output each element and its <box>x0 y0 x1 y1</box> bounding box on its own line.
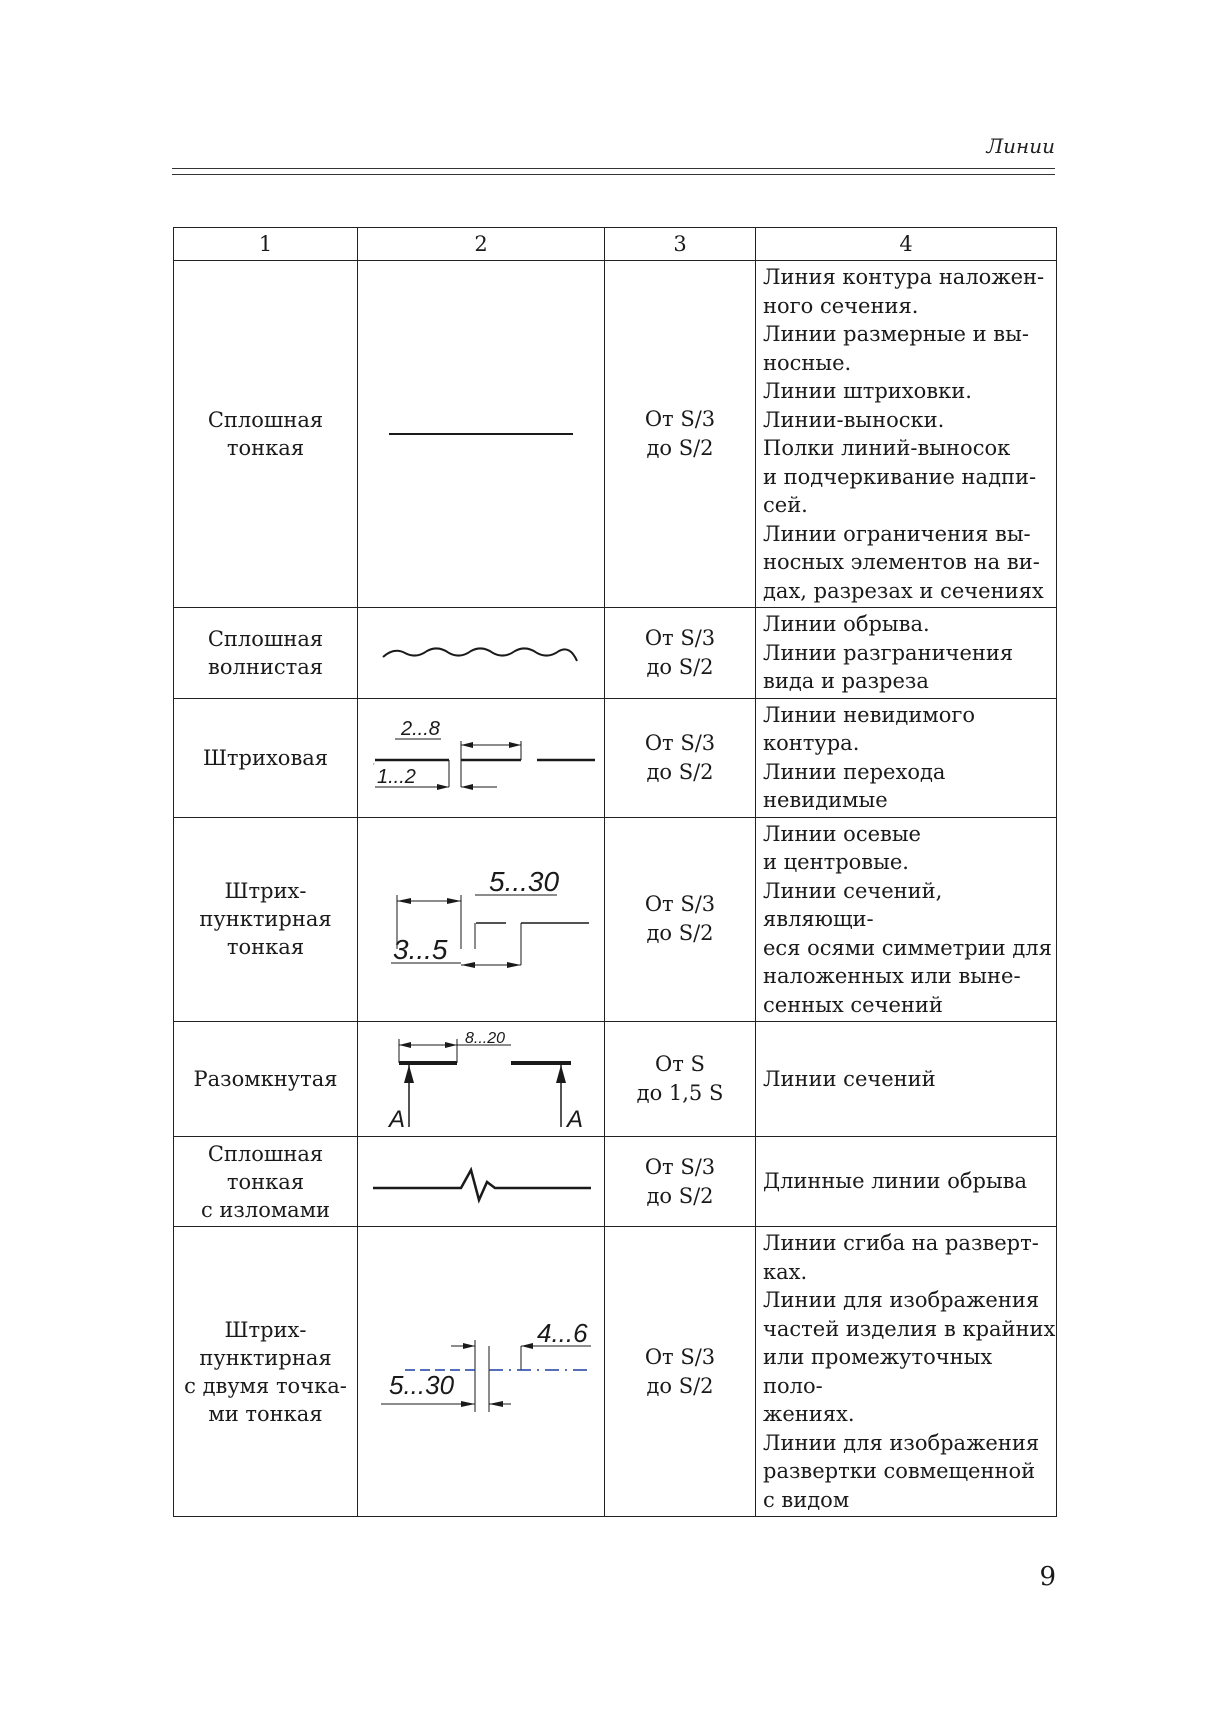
line-thickness: От S/3 до S/2 <box>605 1227 756 1517</box>
line-usage: Линии сечений <box>756 1022 1057 1137</box>
running-header: Линии <box>986 134 1055 158</box>
line-thickness: От S до 1,5 S <box>605 1022 756 1137</box>
line-usage: Длинные линии обрыва <box>756 1137 1057 1227</box>
svg-text:8...20: 8...20 <box>465 1030 506 1047</box>
line-name: Штриховая <box>174 698 358 817</box>
table-header-row <box>174 228 1057 261</box>
header-rule-top <box>172 168 1055 169</box>
line-sample-zigzag <box>358 1137 605 1227</box>
column-header: 3 <box>605 228 756 261</box>
svg-text:‚: ‚ <box>373 755 376 767</box>
svg-text:A: A <box>389 1106 406 1133</box>
table-row <box>174 1137 1057 1227</box>
table-row <box>174 817 1057 1022</box>
column-header: 2 <box>358 228 605 261</box>
header-rule-bottom <box>172 174 1055 175</box>
line-sample-dash-dot-thin <box>358 817 605 1022</box>
line-thickness: От S/3 до S/2 <box>605 817 756 1022</box>
svg-text:5...30: 5...30 <box>389 1369 455 1400</box>
line-types-table <box>173 227 1057 1517</box>
table-row <box>174 698 1057 817</box>
line-usage: Линии сгиба на разверт- ках. Линии для изображения частей изделия в крайних или промежуточных поло- жениях. Линии для изображения развертки совмещенной с видом <box>756 1227 1057 1517</box>
column-header: 1 <box>174 228 358 261</box>
line-sample-open <box>358 1022 605 1137</box>
line-sample-dash-two-dots <box>358 1227 605 1517</box>
line-sample-solid-thin <box>358 261 605 608</box>
line-thickness: От S/3 до S/2 <box>605 1137 756 1227</box>
column-header: 4 <box>756 228 1057 261</box>
line-usage: Линии осевые и центровые. Линии сечений, являющи- еся осями симметрии для наложенных или выне- сенных сечений <box>756 817 1057 1022</box>
table-row <box>174 608 1057 699</box>
line-thickness: От S/3 до S/2 <box>605 698 756 817</box>
page-number: 9 <box>1039 1562 1056 1592</box>
svg-text:4...6: 4...6 <box>537 1317 588 1348</box>
line-name: Сплошная тонкая с изломами <box>174 1137 358 1227</box>
line-usage: Линии обрыва. Линии разграничения вида и разреза <box>756 608 1057 699</box>
svg-text:2...8: 2...8 <box>401 717 440 740</box>
svg-text:5...30: 5...30 <box>489 866 560 898</box>
line-name: Штрих- пунктирная тонкая <box>174 817 358 1022</box>
line-name: Разомкнутая <box>174 1022 358 1137</box>
line-usage: Линии невидимого контура. Линии перехода невидимые <box>756 698 1057 817</box>
line-thickness: От S/3 до S/2 <box>605 261 756 608</box>
table-row <box>174 1022 1057 1137</box>
line-sample-dashed <box>358 698 605 817</box>
svg-text:A: A <box>567 1106 584 1133</box>
svg-text:3...5: 3...5 <box>393 934 448 966</box>
line-sample-wavy <box>358 608 605 699</box>
svg-text:1...2: 1...2 <box>377 765 416 788</box>
line-name: Сплошная тонкая <box>174 261 358 608</box>
table-row <box>174 1227 1057 1517</box>
line-usage: Линия контура наложен- ного сечения. Линии размерные и вы- носные. Линии штриховки. Линии-выноски. Полки линий-выносок и подчеркивание надпи- сей. Линии ограничения вы- носных элементов на ви- дах, разрезах и сечениях <box>756 261 1057 608</box>
table-row <box>174 261 1057 608</box>
line-thickness: От S/3 до S/2 <box>605 608 756 699</box>
line-name: Штрих- пунктирная с двумя точка- ми тонкая <box>174 1227 358 1517</box>
line-name: Сплошная волнистая <box>174 608 358 699</box>
